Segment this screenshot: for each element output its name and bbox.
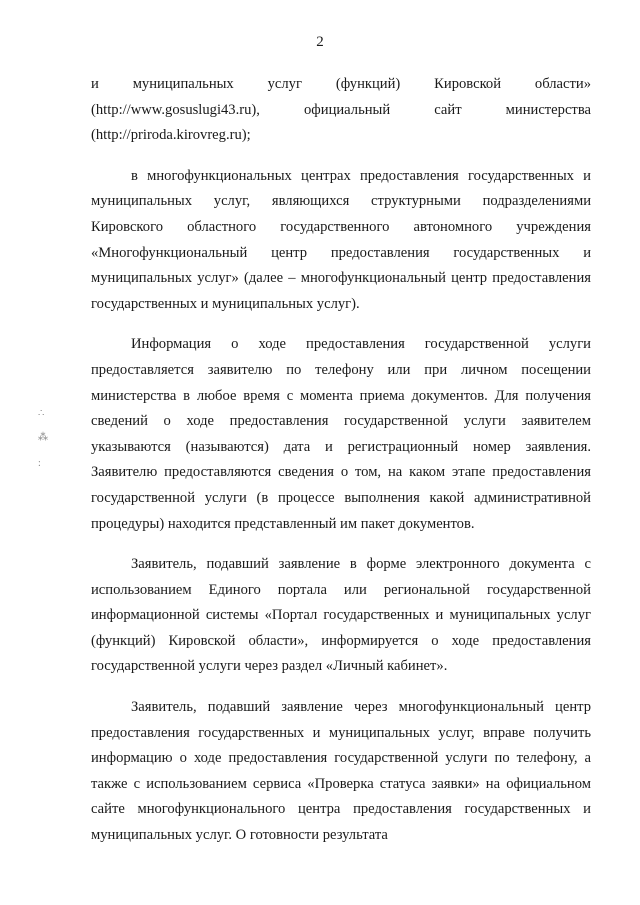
document-body xyxy=(91,72,591,864)
scan-mark: : xyxy=(38,458,41,469)
paragraph: Информация о ходе предоставления государственной услуги предоставляется заявителю по телефону или при личном посещении министерства в любое время с момента приема документов. Для получения сведений о ходе предоставления государственной услуги заявителем указываются (называются) дата и регистрационный номер заявления. Заявителю предоставляются сведения о том, на каком этапе предоставления государственной услуги (в процессе выполнения какой административной процедуры) находится представленный им пакет документов. xyxy=(91,336,591,532)
paragraph: Заявитель, подавший заявление через многофункциональный центр предоставления государственных и муниципальных услуг, вправе получить информацию о ходе предоставления государственной услуги по телефону, а также с использованием сервиса «Проверка статуса заявки» на официальном сайте многофункционального центра предоставления государственных и муниципальных услуг. О готовности результата xyxy=(91,699,591,844)
scan-mark: ∴ xyxy=(38,408,45,419)
page-number: 2 xyxy=(316,34,324,50)
paragraph: в многофункциональных центрах предоставления государственных и муниципальных услуг, являющихся структурными подразделениями Кировского областного государственного автономного учреждения «Многофункциональный центр предоставления государственных и муниципальных услуг» (далее – многофункциональный центр предоставления государственных и муниципальных услуг). xyxy=(91,167,591,312)
scan-mark: ⁂ xyxy=(38,432,48,443)
paragraph: Заявитель, подавший заявление в форме электронного документа с использованием Единого портала или региональной государственной информационной системы «Портал государственных и муниципальных услуг (функций) Кировской области», информируется о ходе предоставления государственной услуги через раздел «Личный кабинет». xyxy=(91,556,591,675)
paragraph: и муниципальных услуг (функций) Кировской области» (http://www.gosuslugi43.ru), официальный сайт министерства (http://priroda.kirovreg.ru); xyxy=(91,76,591,144)
